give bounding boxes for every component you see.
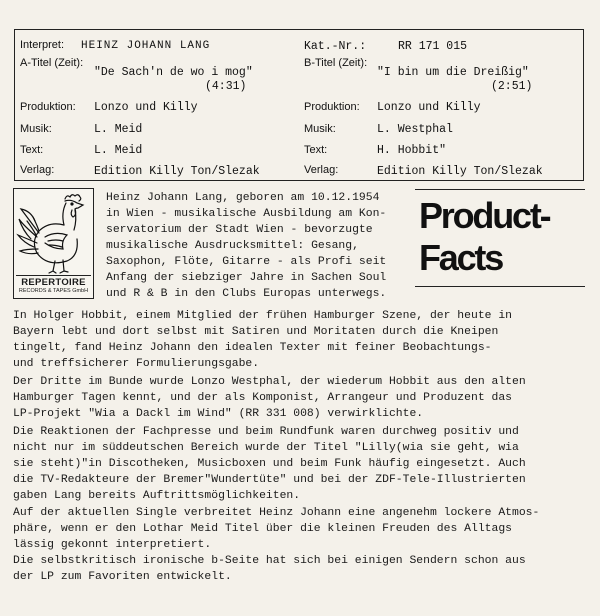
b-verlag-value: Edition Killy Ton/Slezak bbox=[377, 165, 543, 178]
a-produktion-value: Lonzo und Killy bbox=[94, 101, 198, 114]
a-title-value: "De Sach'n de wo i mog" bbox=[94, 66, 253, 79]
katnr-label: Kat.-Nr.: bbox=[304, 40, 367, 53]
logo-divider bbox=[16, 275, 91, 276]
a-verlag-value: Edition Killy Ton/Slezak bbox=[94, 165, 260, 178]
logo-subtitle: RECORDS & TAPES GmbH bbox=[18, 288, 89, 294]
b-produktion-value: Lonzo und Killy bbox=[377, 101, 481, 114]
b-produktion-label: Produktion: bbox=[304, 101, 360, 113]
release-info-box bbox=[14, 29, 584, 181]
paragraph-single: Auf der aktuellen Single verbreitet Heinz Johann eine angenehm lockere Atmos- phäre, wenn er den Lothar Meid Titel über die kleinen Freuden des Alltags lässig gekonnt interpretiert. Die selbstkritisch ironische b-Seite hat sich bei einigen Sendern schon aus der LP zum Favoriten entwickelt. bbox=[13, 507, 540, 583]
b-text-value: H. Hobbit" bbox=[377, 144, 447, 157]
b-title-value: "I bin um die Dreißig" bbox=[377, 66, 529, 79]
b-musik-value: L. Westphal bbox=[377, 123, 453, 136]
b-verlag-label: Verlag: bbox=[304, 164, 339, 176]
b-musik-label: Musik: bbox=[304, 123, 336, 135]
a-produktion-label: Produktion: bbox=[20, 101, 76, 113]
product-facts-line2: Facts bbox=[419, 237, 503, 278]
b-title-time: (2:51) bbox=[491, 80, 533, 93]
repertoire-logo bbox=[13, 188, 94, 299]
paragraph-reactions: Die Reaktionen der Fachpresse und beim Rundfunk waren durchweg positiv und nicht nur im süddeutschen Bereich wurde der Titel "Lilly(wia sie geht, wia sie steht)"in Discotheken, Musicboxen und beim Funk häufig eingesetzt. Auch die TV-Redakteure der Bremer"Wundertüte" und bei der ZDF-Tele-Illustrierten gaben Lang bereits Auftrittsmöglichkeiten. bbox=[13, 426, 526, 502]
logo-brand-text: REPERTOIRE bbox=[21, 277, 86, 288]
paragraph-westphal: Der Dritte im Bunde wurde Lonzo Westphal, der wiederum Hobbit aus den alten Hamburger Tagen kennt, und der als Komponist, Arrangeur und Produzent das LP-Projekt "Wia a Dackl im Wind" (RR 331 008) verwirklichte. bbox=[13, 376, 526, 420]
b-title-label: B-Titel (Zeit): bbox=[304, 57, 368, 69]
a-musik-label: Musik: bbox=[20, 123, 52, 135]
b-text-label: Text: bbox=[304, 144, 328, 156]
interpret-value: HEINZ JOHANN LANG bbox=[81, 40, 211, 52]
a-text-value: L. Meid bbox=[94, 144, 143, 157]
product-facts-logo bbox=[415, 189, 585, 287]
a-title-time: (4:31) bbox=[205, 80, 247, 93]
paragraph-hobbit: In Holger Hobbit, einem Mitglied der frühen Hamburger Szene, der heute in Bayern lebt und dort selbst mit Satiren und Moritaten durch die Kneipen tingelt, fand Heinz Johann den idealen Texter mit feiner Beobachtungs- und treffsicherer Formulierungsgabe. bbox=[13, 310, 512, 370]
interpret-label: Interpret: bbox=[20, 39, 65, 51]
rooster-icon bbox=[15, 189, 93, 275]
a-text-label: Text: bbox=[20, 144, 44, 156]
a-verlag-label: Verlag: bbox=[20, 164, 55, 176]
a-musik-value: L. Meid bbox=[94, 123, 143, 136]
intro-paragraph: Heinz Johann Lang, geboren am 10.12.1954 in Wien - musikalische Ausbildung am Kon- servatorium der Stadt Wien - bevorzugte musikalische Ausdrucksmittel: Gesang, Saxophon, Flöte, Gitarre - als Profi seit Anfang der siebziger Jahre in Sachen Soul und R & B in den Clubs Europas unterwegs. bbox=[106, 192, 387, 300]
product-facts-line1: Product- bbox=[419, 195, 550, 236]
katnr-value: RR 171 015 bbox=[398, 40, 468, 53]
a-title-label: A-Titel (Zeit): bbox=[20, 57, 84, 69]
